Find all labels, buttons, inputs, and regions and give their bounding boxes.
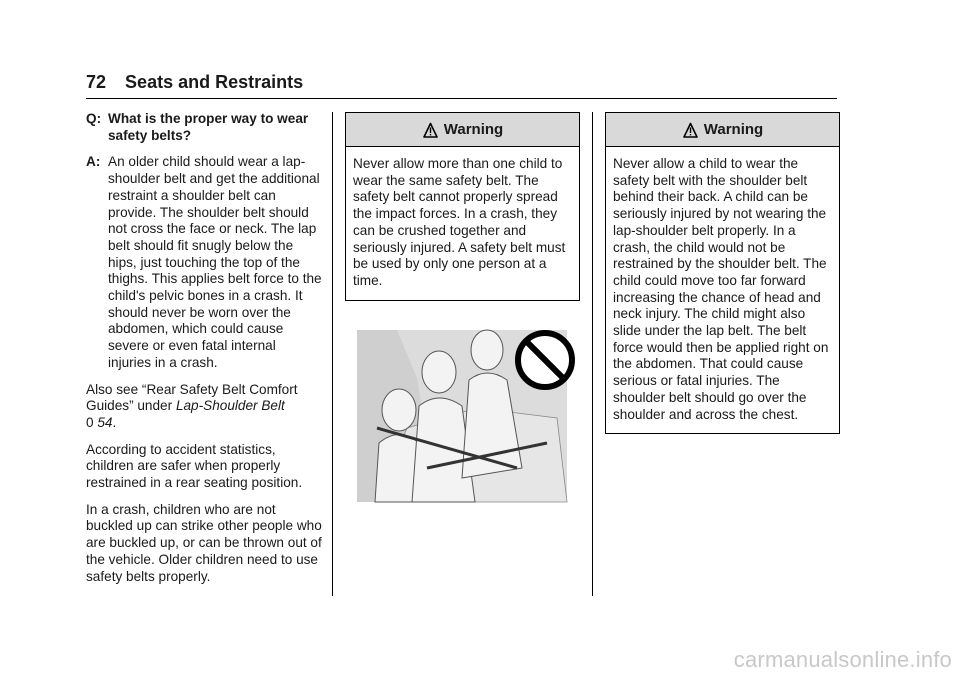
warning-title: Warning — [703, 121, 764, 138]
child-head-3 — [471, 330, 503, 370]
column-divider-right — [592, 112, 593, 596]
question-tag: Q: — [86, 111, 102, 126]
answer-block — [86, 154, 322, 371]
warning-box-shoulder-belt — [605, 112, 840, 434]
page-number: 72 — [86, 72, 107, 92]
prohibition-icon — [518, 333, 572, 387]
see-also-text: Also see “Rear Safety Belt Comfort Guides” under — [86, 381, 298, 414]
column-divider-left — [332, 112, 333, 596]
left-column — [86, 111, 322, 595]
watermark: carmanualsonline.info — [733, 647, 952, 672]
warning-header — [606, 113, 839, 147]
question-text: What is the proper way to wear safety belts? — [108, 111, 309, 143]
warning-body: Never allow more than one child to wear the same safety belt. The safety belt cannot properly spread the impact forces. In a crash, they can be crushed together and seriously injured. A safety belt must be used by only one person at a time. — [353, 156, 566, 288]
crash-paragraph: In a crash, children who are not buckled up can strike other people who are buckled up, or can be thrown out of the vehicle. Older children need to use safety belts properly. — [86, 501, 322, 584]
child-head-1 — [382, 389, 416, 431]
answer-tag: A: — [86, 154, 101, 170]
page-reference-icon: 0 — [86, 414, 94, 430]
see-also-paragraph — [86, 382, 322, 432]
warning-triangle-icon — [422, 122, 439, 138]
see-also-reference[interactable]: Lap-Shoulder Belt — [175, 398, 285, 414]
warning-title: Warning — [443, 121, 504, 138]
child-head-2 — [422, 351, 456, 393]
question-block — [86, 111, 322, 144]
answer-text: An older child should wear a lap-shoulder belt and get the additional restraint a shoulder belt can provide. The shoulder belt should not cross the face or neck. The lap belt should fit snugly below the hips, just touching the top of the thighs. This applies belt force to the child's pelvic bones in a crash. It should never be worn over the abdomen, which could cause severe or even fatal internal injuries in a crash. — [108, 154, 322, 370]
header-rule — [86, 98, 837, 99]
see-also-page-link[interactable]: 54 — [97, 414, 113, 430]
see-also-period: . — [112, 414, 117, 430]
warning-box-shared-belt — [345, 112, 580, 301]
warning-body: Never allow a child to wear the safety belt with the shoulder belt behind their back. A child can be seriously injured by not wearing the lap-shoulder belt properly. In a crash, the child would not be restrained by the shoulder belt. The child could move too far forward increasing the chance of head and neck injury. The child might also slide under the lap belt. The belt force would then be applied right on the abdomen. That could cause serious or fatal injuries. The shoulder belt should go over the shoulder and across the chest. — [613, 156, 829, 422]
warning-header — [346, 113, 579, 147]
warning-triangle-icon — [682, 122, 699, 138]
page-header — [86, 72, 303, 93]
children-sharing-belt-illustration — [357, 318, 578, 503]
section-title: Seats and Restraints — [125, 72, 304, 92]
statistics-paragraph: According to accident statistics, children are safer when properly restrained in a rear seating position. — [86, 441, 303, 491]
